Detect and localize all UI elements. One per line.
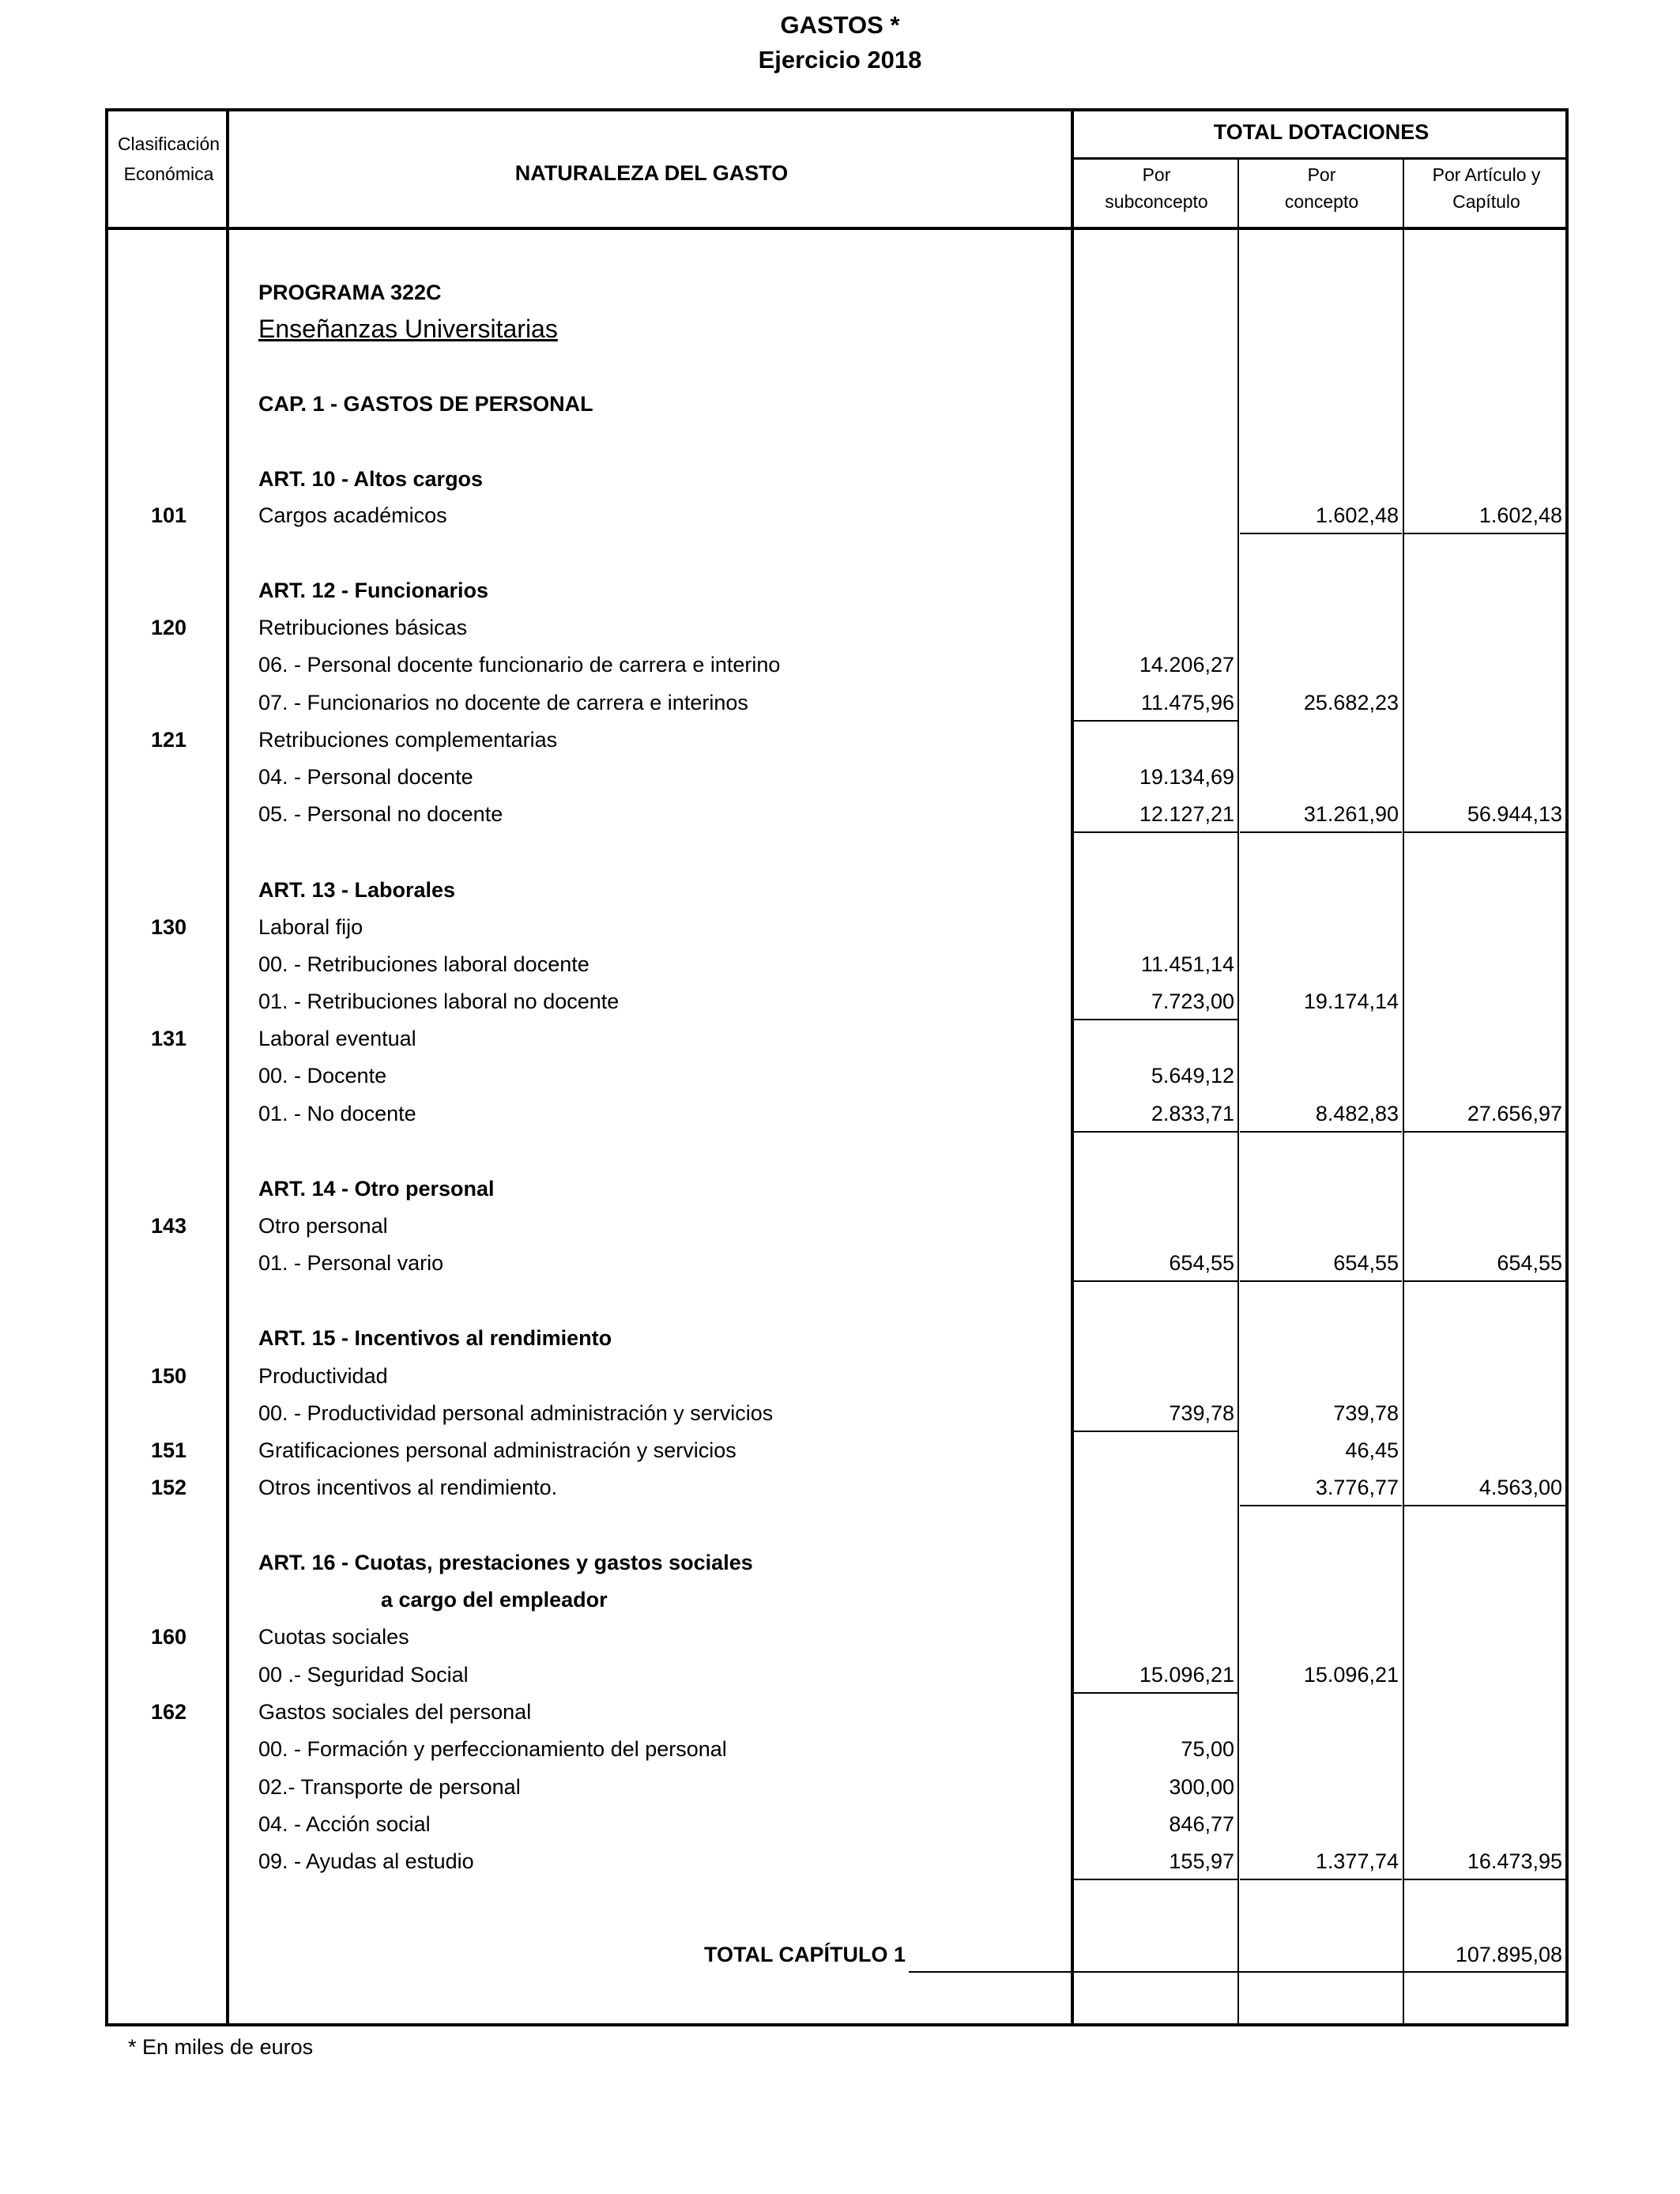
expense-description: Enseñanzas Universitarias	[258, 315, 558, 343]
expense-description: Productividad	[258, 1364, 388, 1388]
amount-concepto	[1240, 1544, 1402, 1581]
amount-concepto	[1240, 647, 1402, 684]
amount-capitulo	[1404, 1057, 1565, 1095]
expense-description: 05. - Personal no docente	[258, 802, 503, 826]
amount-subconcepto: 15.096,21	[1074, 1657, 1237, 1694]
amount-subconcepto	[1074, 311, 1237, 348]
economic-code	[108, 461, 229, 498]
economic-code	[108, 1657, 229, 1694]
amount-capitulo	[1404, 722, 1565, 759]
amount-capitulo	[1404, 983, 1565, 1020]
amount-capitulo: 27.656,97	[1404, 1095, 1565, 1133]
economic-code: 120	[150, 616, 187, 639]
amount-capitulo	[1404, 386, 1565, 423]
amount-concepto	[1240, 1208, 1402, 1245]
economic-code: 162	[150, 1700, 187, 1724]
economic-code: 151	[150, 1438, 187, 1462]
header-economica: Económica	[123, 164, 214, 184]
economic-code: 143	[150, 1214, 187, 1238]
economic-code	[108, 1057, 229, 1095]
amount-concepto: 1.602,48	[1240, 497, 1402, 534]
expense-description: 01. - Personal vario	[258, 1251, 444, 1275]
table-row	[0, 572, 1680, 609]
table-row	[0, 1020, 1680, 1057]
header-naturaleza: NATURALEZA DEL GASTO	[514, 161, 789, 185]
amount-capitulo	[1404, 909, 1565, 946]
expense-description: 06. - Personal docente funcionario de carrera e interino	[258, 653, 781, 677]
expense-description: CAP. 1 - GASTOS DE PERSONAL	[258, 392, 593, 416]
header-total-dotaciones: TOTAL DOTACIONES	[1213, 120, 1430, 144]
economic-code: 131	[150, 1027, 187, 1050]
amount-capitulo	[1404, 684, 1565, 722]
economic-code	[108, 1395, 229, 1432]
economic-code	[108, 386, 229, 423]
amount-concepto: 1.377,74	[1240, 1843, 1402, 1880]
amount-capitulo	[1404, 274, 1565, 311]
amount-concepto	[1240, 311, 1402, 348]
economic-code	[108, 946, 229, 983]
amount-capitulo	[1404, 1020, 1565, 1057]
expense-description: ART. 16 - Cuotas, prestaciones y gastos sociales	[258, 1551, 753, 1574]
header-bottom-rule	[108, 227, 1569, 230]
total-row-rule	[1074, 1971, 1569, 1973]
amount-subconcepto: 75,00	[1181, 1737, 1234, 1761]
amount-subconcepto	[1074, 1208, 1237, 1245]
table-row	[0, 1208, 1680, 1245]
amount-capitulo	[1404, 1619, 1565, 1656]
amount-capitulo	[1404, 1395, 1565, 1432]
amount-capitulo	[1404, 1694, 1565, 1731]
amount-subconcepto	[1074, 1619, 1237, 1656]
amount-concepto	[1240, 1020, 1402, 1057]
amount-subconcepto	[1074, 497, 1237, 534]
amount-concepto: 654,55	[1240, 1245, 1402, 1282]
amount-capitulo	[1404, 872, 1565, 909]
table-row	[0, 1432, 1680, 1469]
table-row	[0, 1843, 1680, 1880]
expense-description: Laboral fijo	[258, 915, 363, 939]
expense-description: ART. 10 - Altos cargos	[258, 467, 484, 491]
table-row	[0, 461, 1680, 498]
amount-concepto	[1240, 386, 1402, 423]
amount-concepto	[1240, 1057, 1402, 1095]
expense-description: Laboral eventual	[258, 1027, 416, 1050]
economic-code	[108, 1731, 229, 1768]
amount-concepto: 25.682,23	[1303, 691, 1399, 714]
table-row	[0, 946, 1680, 983]
amount-capitulo	[1404, 461, 1565, 498]
amount-subconcepto: 5.649,12	[1151, 1064, 1234, 1088]
expense-description: 00. - Productividad personal administración y servicios	[258, 1401, 774, 1425]
expense-description: 02.- Transporte de personal	[258, 1775, 521, 1799]
amount-subconcepto	[1074, 909, 1237, 946]
header-capitulo-line2: Capítulo	[1452, 191, 1520, 212]
amount-capitulo	[1404, 1208, 1565, 1245]
amount-concepto	[1240, 1694, 1402, 1731]
table-row	[0, 1544, 1680, 1581]
table-row	[0, 872, 1680, 909]
amount-concepto: 15.096,21	[1303, 1663, 1399, 1687]
amount-capitulo	[1404, 759, 1565, 796]
expense-description: ART. 13 - Laborales	[258, 878, 456, 902]
amount-capitulo	[1404, 1731, 1565, 1768]
header-clasificacion: Clasificación	[117, 134, 220, 154]
amount-capitulo	[1404, 1806, 1565, 1843]
expense-description: 04. - Personal docente	[258, 765, 473, 789]
amount-concepto	[1240, 1806, 1402, 1843]
table-row	[0, 759, 1680, 796]
amount-subconcepto	[1074, 1469, 1237, 1506]
amount-concepto	[1240, 1769, 1402, 1806]
table-row	[0, 647, 1680, 684]
economic-code	[108, 759, 229, 796]
table-row	[0, 796, 1680, 833]
economic-code	[108, 311, 229, 348]
amount-concepto	[1240, 1619, 1402, 1656]
table-row	[0, 1171, 1680, 1208]
amount-subconcepto: 11.451,14	[1140, 952, 1234, 976]
table-row	[0, 1806, 1680, 1843]
amount-concepto	[1240, 572, 1402, 609]
expense-description: Gastos sociales del personal	[258, 1700, 532, 1724]
amount-capitulo	[1404, 572, 1565, 609]
page-subtitle: Ejercicio 2018	[758, 46, 922, 74]
amount-capitulo	[1404, 946, 1565, 983]
economic-code: 160	[150, 1625, 187, 1649]
economic-code	[108, 1095, 229, 1133]
amount-subconcepto	[1074, 461, 1237, 498]
table-row	[0, 1358, 1680, 1395]
amount-concepto	[1240, 909, 1402, 946]
economic-code	[108, 1843, 229, 1880]
table-row	[0, 1657, 1680, 1694]
amount-capitulo: 4.563,00	[1404, 1469, 1565, 1506]
amount-subconcepto	[1074, 1171, 1237, 1208]
amount-capitulo	[1404, 1657, 1565, 1694]
expense-description: ART. 14 - Otro personal	[258, 1177, 495, 1201]
amount-subconcepto: 155,97	[1074, 1843, 1237, 1880]
economic-code	[108, 1581, 229, 1619]
table-row	[0, 1395, 1680, 1432]
total-leader-line	[909, 1971, 1074, 1973]
table-row	[0, 311, 1680, 348]
amount-subconcepto: 7.723,00	[1074, 983, 1237, 1020]
expense-description: 01. - No docente	[258, 1102, 416, 1125]
economic-code	[108, 796, 229, 833]
amount-capitulo: 654,55	[1404, 1245, 1565, 1282]
header-subconcepto-line1: Por	[1142, 164, 1171, 185]
amount-concepto: 31.261,90	[1240, 796, 1402, 833]
amount-concepto	[1240, 946, 1402, 983]
amount-concepto	[1240, 1358, 1402, 1395]
economic-code	[108, 572, 229, 609]
footnote: * En miles de euros	[128, 2035, 314, 2059]
amount-subconcepto	[1074, 1358, 1237, 1395]
amount-subconcepto: 300,00	[1169, 1775, 1234, 1799]
expense-description: Retribuciones básicas	[258, 616, 468, 639]
expense-description: ART. 15 - Incentivos al rendimiento	[258, 1326, 612, 1350]
table-row	[0, 1619, 1680, 1656]
economic-code: 150	[150, 1364, 187, 1388]
amount-concepto	[1240, 274, 1402, 311]
table-row	[0, 1320, 1680, 1357]
amount-subconcepto	[1074, 1581, 1237, 1619]
amount-concepto	[1240, 1581, 1402, 1619]
economic-code	[108, 647, 229, 684]
economic-code	[108, 872, 229, 909]
page-title: GASTOS *	[780, 11, 900, 39]
economic-code	[108, 983, 229, 1020]
expense-description: 01. - Retribuciones laboral no docente	[258, 990, 620, 1013]
economic-code: 121	[150, 728, 187, 752]
amount-concepto	[1240, 722, 1402, 759]
total-capitulo-label: TOTAL CAPÍTULO 1	[703, 1943, 906, 1966]
amount-subconcepto: 14.206,27	[1139, 653, 1234, 677]
total-capitulo-value: 107.895,08	[1455, 1943, 1562, 1966]
amount-capitulo: 16.473,95	[1404, 1843, 1565, 1880]
expense-description: Otro personal	[258, 1214, 388, 1238]
table-row	[0, 909, 1680, 946]
expense-description: Cargos académicos	[258, 503, 447, 527]
amount-capitulo	[1404, 1769, 1565, 1806]
amount-subconcepto: 846,77	[1169, 1812, 1234, 1836]
amount-subconcepto	[1074, 1694, 1237, 1731]
amount-concepto	[1240, 461, 1402, 498]
economic-code	[108, 1320, 229, 1357]
economic-code	[108, 1806, 229, 1843]
economic-code	[108, 1245, 229, 1282]
amount-subconcepto: 2.833,71	[1074, 1095, 1237, 1133]
amount-capitulo	[1404, 311, 1565, 348]
amount-subconcepto	[1074, 1320, 1237, 1357]
expense-description: Cuotas sociales	[258, 1625, 409, 1649]
expense-description: a cargo del empleador	[381, 1588, 608, 1612]
economic-code	[108, 684, 229, 722]
amount-subconcepto: 739,78	[1074, 1395, 1237, 1432]
amount-capitulo	[1404, 1544, 1565, 1581]
amount-concepto	[1240, 1320, 1402, 1357]
table-row	[0, 1057, 1680, 1095]
economic-code	[108, 274, 229, 311]
economic-code	[108, 1544, 229, 1581]
amount-concepto: 739,78	[1333, 1401, 1399, 1425]
header-subconcepto-line2: subconcepto	[1105, 191, 1208, 212]
amount-subconcepto	[1074, 1544, 1237, 1581]
amount-subconcepto: 11.475,96	[1074, 684, 1237, 722]
header-concepto-line1: Por	[1307, 164, 1336, 185]
amount-concepto	[1240, 1171, 1402, 1208]
table-row	[0, 1469, 1680, 1506]
table-row	[0, 1245, 1680, 1282]
amount-subconcepto	[1074, 274, 1237, 311]
header-concepto-line2: concepto	[1284, 191, 1359, 212]
economic-code	[108, 1171, 229, 1208]
amount-subconcepto: 654,55	[1074, 1245, 1237, 1282]
amount-concepto: 46,45	[1345, 1438, 1399, 1462]
amount-subconcepto	[1074, 609, 1237, 647]
amount-subconcepto	[1074, 386, 1237, 423]
economic-code	[108, 1769, 229, 1806]
amount-concepto	[1240, 872, 1402, 909]
expense-description: 00. - Retribuciones laboral docente	[258, 952, 590, 976]
expense-description: 00. - Formación y perfeccionamiento del personal	[258, 1737, 727, 1761]
table-row	[0, 497, 1680, 534]
amount-concepto	[1240, 1731, 1402, 1768]
amount-concepto	[1240, 759, 1402, 796]
expense-description: 07. - Funcionarios no docente de carrera e interinos	[258, 691, 748, 714]
table-row	[0, 386, 1680, 423]
amount-subconcepto: 19.134,69	[1139, 765, 1234, 789]
table-row	[0, 722, 1680, 759]
economic-code: 152	[150, 1476, 187, 1499]
amount-capitulo	[1404, 1320, 1565, 1357]
amount-subconcepto: 12.127,21	[1074, 796, 1237, 833]
amount-capitulo: 56.944,13	[1404, 796, 1565, 833]
amount-capitulo	[1404, 1581, 1565, 1619]
table-row	[0, 609, 1680, 647]
table-row	[0, 274, 1680, 311]
amount-subconcepto	[1074, 572, 1237, 609]
expense-description: Gratificaciones personal administración y servicios	[258, 1438, 736, 1462]
amount-capitulo	[1404, 609, 1565, 647]
amount-subconcepto	[1074, 1432, 1237, 1469]
expense-description: Retribuciones complementarias	[258, 728, 558, 752]
table-row	[0, 1694, 1680, 1731]
amount-capitulo	[1404, 1432, 1565, 1469]
expense-description: Otros incentivos al rendimiento.	[258, 1476, 558, 1499]
amount-concepto: 19.174,14	[1303, 990, 1399, 1013]
amount-capitulo: 1.602,48	[1404, 497, 1565, 534]
amount-subconcepto	[1074, 1020, 1237, 1057]
table-row	[0, 1095, 1680, 1133]
table-row	[0, 1769, 1680, 1806]
expense-description: 09. - Ayudas al estudio	[258, 1849, 474, 1873]
table-row	[0, 1731, 1680, 1768]
table-row	[0, 983, 1680, 1020]
expense-description: PROGRAMA 322C	[258, 281, 442, 304]
amount-concepto: 8.482,83	[1240, 1095, 1402, 1133]
amount-capitulo	[1404, 647, 1565, 684]
expense-description: ART. 12 - Funcionarios	[258, 579, 489, 602]
amount-concepto: 3.776,77	[1240, 1469, 1402, 1506]
amount-capitulo	[1404, 1358, 1565, 1395]
economic-code: 130	[150, 915, 187, 939]
expense-description: 00 .- Seguridad Social	[258, 1663, 469, 1687]
expense-description: 00. - Docente	[258, 1064, 387, 1088]
table-row	[0, 684, 1680, 722]
header-capitulo-line1: Por Artículo y	[1432, 164, 1541, 185]
header-divider	[1074, 157, 1569, 160]
amount-capitulo	[1404, 1171, 1565, 1208]
amount-concepto	[1240, 609, 1402, 647]
table-row	[0, 1581, 1680, 1619]
amount-subconcepto	[1074, 722, 1237, 759]
expense-description: 04. - Acción social	[258, 1812, 431, 1836]
economic-code: 101	[150, 503, 187, 527]
amount-subconcepto	[1074, 872, 1237, 909]
